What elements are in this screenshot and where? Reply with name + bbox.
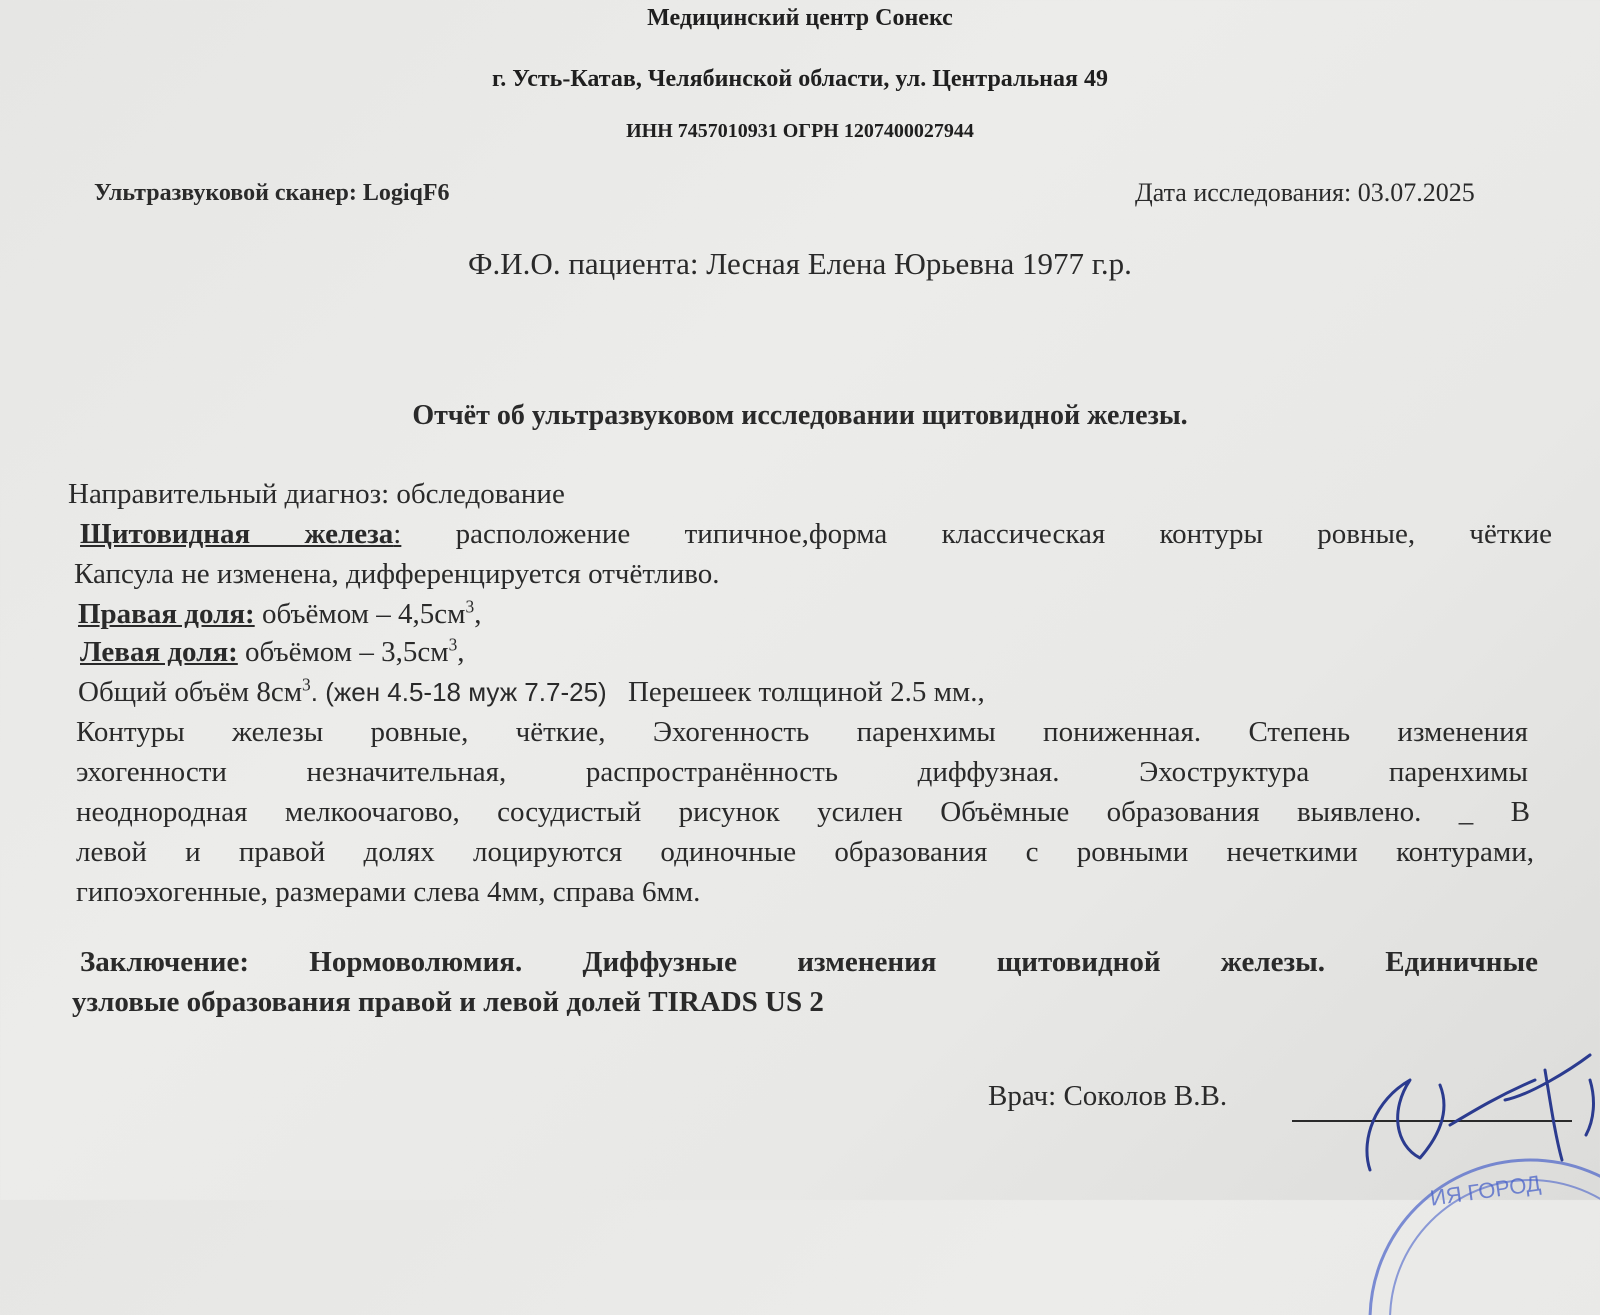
thyroid-colon: :	[393, 518, 402, 550]
right-lobe-label: Правая доля:	[78, 598, 255, 630]
stamp-icon	[1300, 1115, 1600, 1315]
doctor-name: Врач: Соколов В.В.	[988, 1080, 1228, 1112]
right-lobe-volume: объёмом – 4,5см	[261, 598, 466, 630]
total-volume-sup: 3	[302, 674, 311, 695]
scanner-value: LogiqF6	[362, 180, 450, 206]
para-line-2: эхогенности незначительная, распространённость диффузная. Эхоструктура паренхимы	[76, 756, 1528, 788]
report-title: Отчёт об ультразвуковом исследовании щитовидной железы.	[412, 400, 1188, 431]
thyroid-text: расположение типичное,форма классическая контуры ровные, чёткие	[455, 518, 1553, 550]
total-volume-line	[78, 676, 985, 709]
para-line-4: левой и правой долях лоцируются одиночные образования с ровными нечеткими контурами,	[76, 836, 1534, 868]
conclusion-label: Заключение:	[80, 946, 250, 978]
referral-line	[68, 478, 565, 511]
total-volume-a: Общий объём 8см	[78, 676, 303, 708]
left-lobe-line	[80, 636, 465, 669]
total-volume-norms: . (жен 4.5-18 муж 7.7-25)	[310, 677, 607, 707]
left-lobe-sup: 3	[448, 634, 458, 655]
scanner-label: Ультразвуковой сканер:	[94, 180, 357, 206]
left-lobe-tail: ,	[457, 636, 465, 668]
para-line-3: неоднородная мелкоочагово, сосудистый рисунок усилен Объёмные образования выявлено. _ В	[76, 796, 1530, 828]
stamp-text: ИЯ ГОРОД	[1428, 1170, 1543, 1211]
scanner-line	[94, 180, 450, 207]
thyroid-label: Щитовидная железа	[80, 518, 394, 550]
referral-value: обследование	[396, 478, 565, 510]
date-value: 03.07.2025	[1357, 178, 1475, 207]
left-lobe-volume: объёмом – 3,5см	[245, 636, 449, 668]
thyroid-label-group	[80, 518, 401, 550]
thyroid-line	[80, 518, 1552, 551]
conclusion-text-1: Нормоволюмия. Диффузные изменения щитовидной железы. Единичные	[309, 946, 1538, 978]
left-lobe-value	[245, 636, 464, 668]
capsule-line: Капсула не изменена, дифференцируется отчётливо.	[74, 558, 720, 590]
para-line-1: Контуры железы ровные, чёткие, Эхогенность паренхимы пониженная. Степень изменения	[76, 716, 1528, 748]
right-lobe-value	[262, 598, 481, 630]
left-lobe-label: Левая доля:	[80, 636, 238, 668]
date-label: Дата исследования:	[1135, 178, 1352, 207]
conclusion-line-2: узловые образования правой и левой долей TIRADS US 2	[72, 986, 824, 1018]
org-name: Медицинский центр Сонекс	[647, 5, 953, 31]
org-ids: ИНН 7457010931 ОГРН 1207400027944	[626, 120, 974, 142]
org-address: г. Усть-Катав, Челябинской области, ул. Центральная 49	[492, 66, 1108, 92]
referral-label: Направительный диагноз:	[68, 478, 390, 510]
right-lobe-sup: 3	[465, 596, 475, 617]
date-line	[1135, 178, 1475, 208]
right-lobe-line	[78, 598, 481, 631]
isthmus-text: Перешеек толщиной 2.5 мм.,	[627, 676, 985, 708]
right-lobe-tail: ,	[474, 598, 482, 630]
para-line-5: гипоэхогенные, размерами слева 4мм, справа 6мм.	[76, 876, 701, 908]
conclusion-line-1	[80, 946, 1538, 979]
patient-name: Ф.И.О. пациента: Лесная Елена Юрьевна 1977 г.р.	[468, 246, 1132, 281]
